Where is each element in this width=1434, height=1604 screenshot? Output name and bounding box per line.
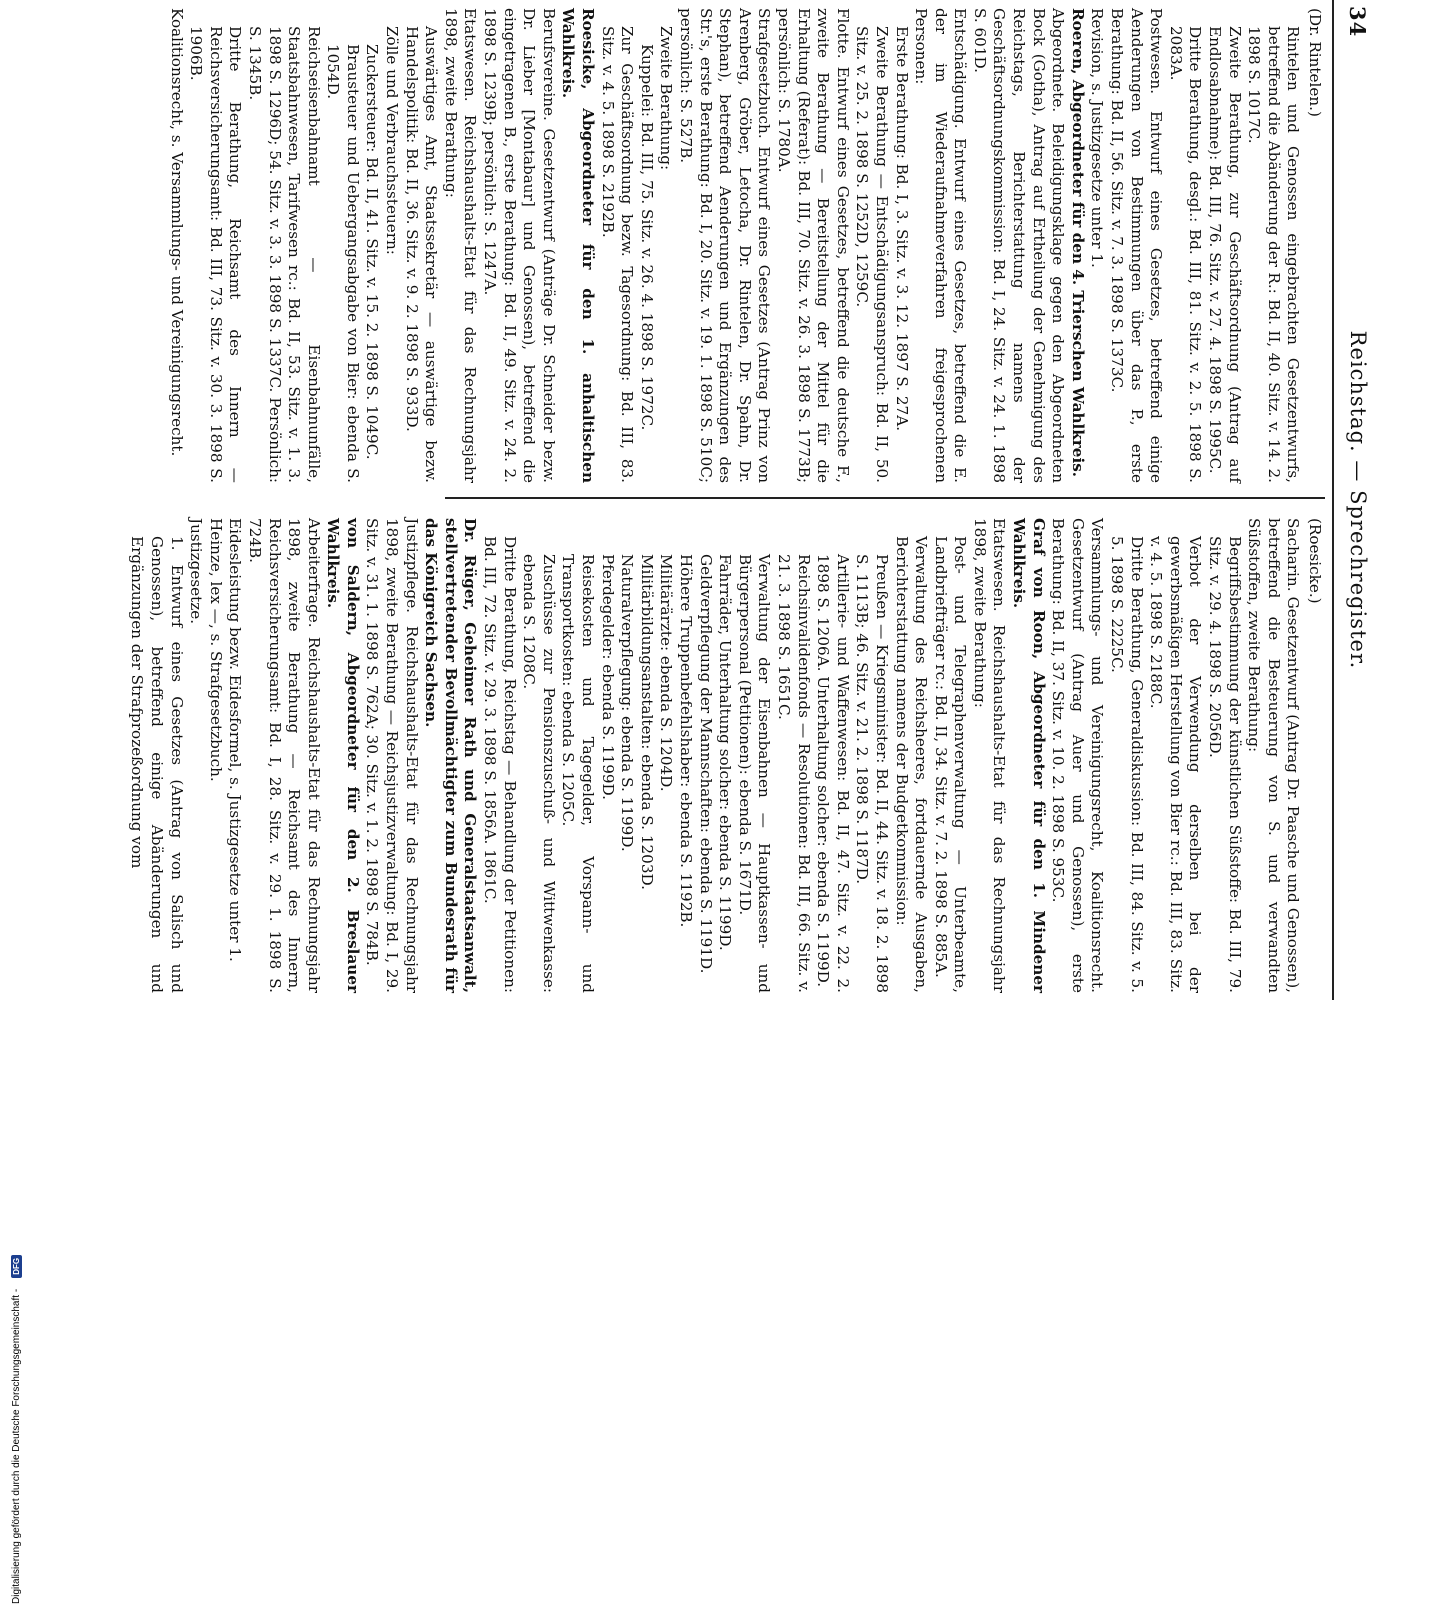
register-entry: Rintelen und Genossen eingebrachten Gesetzentwurfs, betreffend die Abänderung der R.: Bd. II, 40. Sitz. v. 14. 2. 1898 S. 1017C.: [1245, 26, 1303, 483]
page-number: 34: [1345, 6, 1370, 38]
register-entry: Koalitionsrecht, s. Versammlungs- und Vereinigungsrecht.: [167, 8, 186, 457]
register-entry: Verwaltung der Eisenbahnen — Hauptkassen- und Bürgerpersonal (Petitionen): ebenda S. 1671D.: [735, 554, 774, 993]
column-divider: [445, 497, 1325, 499]
register-entry: Geldverpflegung der Mannschaften: ebenda S. 1191D.: [696, 554, 715, 974]
register-entry: Militärbildungsanstalten: ebenda S. 1203D.: [637, 554, 656, 890]
register-entry: Auswärtiges Amt, Staatssekretär — auswärtige bezw. Handelspolitik: Bd. II, 36. Sitz. v. 9. 2. 1898 S. 933D.: [402, 26, 441, 483]
speaker-heading: Graf von Roon, Abgeordneter für den 1. Mindener Wahlkreis.: [1010, 518, 1048, 993]
register-entry: Etatswesen. Reichshaushalts-Etat für das Rechnungsjahr 1898, zweite Berathung:: [441, 8, 480, 483]
register-entry: Zuckersteuer: Bd. II, 41. Sitz. v. 15. 2. 1898 S. 1049C.: [363, 44, 382, 460]
register-entry: Versammlungs- und Vereinigungsrecht, Koalitionsrecht. Gesetzentwurf (Antrag Auer und Genossen), erste Berathung: Bd. II, 37. Sitz. v. 10. 2. 1898 S. 953C.: [1049, 518, 1107, 993]
register-entry: Justizpflege. Reichshaushalts-Etat für das Rechnungsjahr 1898, zweite Berathung — Reichsjustizverwaltung: Bd. I, 29. Sitz. v. 31. 1. 1898 S. 762A; 30. Sitz. v. 1. 2. 1898 S. 784B.: [363, 518, 421, 993]
register-entry: Zölle und Verbrauchssteuern:: [383, 26, 402, 255]
register-entry: Dritte Berathung, Reichsamt des Innern — Reichsversicherungsamt: Bd. III, 73. Sitz. v. 30. 3. 1898 S. 1906B.: [187, 26, 245, 483]
column-context-head: (Roesicke.): [1306, 518, 1324, 604]
register-entry: Reichsinvalidenfonds — Resolutionen: Bd. III, 66. Sitz. v. 21. 3. 1898 S. 1651C.: [774, 554, 813, 993]
register-entry: Postwesen. Entwurf eines Gesetzes, betreffend einige Aenderungen von Bestimmungen über das P., erste Berathung: Bd. II, 56. Sitz. v. 7. 3. 1898 S. 1373C.: [1108, 8, 1166, 483]
register-entry: Kuppelei: Bd. III, 75. Sitz. v. 26. 4. 1898 S. 1972C.: [637, 44, 656, 431]
register-entry: Post- und Telegraphenverwaltung — Unterbeamte, Landbriefträger rc.: Bd. II, 34. Sitz. v. 7. 2. 1898 S. 885A.: [931, 536, 970, 993]
register-entry: 1. Entwurf eines Gesetzes (Antrag von Salisch und Genossen), betreffend einige Abänderungen und Ergänzungen der Strafprozeßordnung vom: [128, 536, 186, 993]
register-entry: Heinze, lex —, s. Strafgesetzbuch.: [206, 518, 225, 782]
register-entry: Dritte Berathung, Reichstag — Behandlung der Petitionen: Bd. III, 72. Sitz. v. 29. 3. 1898 S. 1856A. 1861C.: [481, 536, 519, 993]
funding-footer: [4, 604, 20, 1604]
register-entry: Reichseisenbahnamt — Eisenbahnunfälle, Staatsbahnwesen, Tarifwesen rc.: Bd. II, 53. Sitz. v. 1. 3. 1898 S. 1296D; 54. Sitz. v. 3. 3. 1898 S. 1337C. Persönlich: S. 1345B.: [245, 26, 323, 483]
register-entry: Militärärzte: ebenda S. 1204D.: [657, 554, 676, 792]
register-entry: Zweite Berathung — Entschädigungsanspruch: Bd. II, 50. Sitz. v. 25. 2. 1898 S. 1252D, 1259C.: [853, 26, 891, 483]
register-entry: Pferdegelder: ebenda S. 1199D.: [598, 554, 617, 800]
register-entry: Zweite Berathung:: [657, 26, 676, 171]
register-entry: Entschädigung. Entwurf eines Gesetzes, betreffend die E. der im Wiederaufnahmeverfahren freigesprochenen Personen:: [912, 8, 970, 483]
speaker-heading: Roesicke, Abgeordneter für den 1. anhaltischen Wahlkreis.: [559, 8, 598, 483]
funding-note: Digitalisierung gefördert durch die Deutsche Forschungsgemeinschaft -: [11, 1288, 22, 1604]
register-entry: Justizgesetze.: [187, 518, 206, 625]
register-entry: Artillerie- und Waffenwesen: Bd. II, 47. Sitz. v. 22. 2. 1898 S. 1206A. Unterhaltung solcher: ebenda S. 1199D.: [814, 554, 852, 993]
register-entry: Naturalverpflegung: ebenda S. 1199D.: [618, 554, 637, 852]
register-entry: Dritte Berathung, Generaldiskussion: Bd. III, 84. Sitz. v. 5. 5. 1898 S. 2225C.: [1108, 536, 1146, 993]
register-entry: Sacharin. Gesetzentwurf (Antrag Dr. Paasche und Genossen), betreffend die Besteuerung von S. und verwandten Süßstoffen, zweite Berathung:: [1245, 518, 1303, 993]
register-entry: Zur Geschäftsordnung bezw. Tagesordnung: Bd. III, 83. Sitz. v. 4. 5. 1898 S. 2192B.: [598, 26, 637, 483]
register-entry: Preußen — Kriegsminister: Bd. II, 44. Sitz. v. 18. 2. 1898 S. 1113B; 46. Sitz. v. 21. 2. 1898 S. 1187D.: [853, 554, 891, 993]
register-entry: Reisekosten und Tagegelder, Vorspann- und Transportkosten: ebenda S. 1205C.: [559, 554, 598, 993]
register-entry: Erste Berathung: Bd. I, 3. Sitz. v. 3. 12. 1897 S. 27A.: [892, 26, 911, 432]
register-entry: Berufsvereine. Gesetzentwurf (Anträge Dr. Schneider bezw. Dr. Lieber [Montabaur] und Genossen), betreffend die eingetragenen B., erste Berathung: Bd. II, 49. Sitz. v. 24. 2. 1898 S. 1239B; persönlich: S. 1247A.: [481, 8, 558, 483]
speaker-heading: Dr. Rüger, Geheimer Rath und Generalstaatsanwalt, stellvertretender Bevollmächtigter zum Bundesrath für das Königreich Sachsen.: [422, 518, 480, 993]
column-context-head: (Dr. Rintelen.): [1306, 8, 1324, 117]
register-entry: Begriffsbestimmung der künstlichen Süßstoffe: Bd. III, 79. Sitz. v. 29. 4. 1898 S. 2056D.: [1206, 536, 1244, 993]
register-entry: Eidesleistung bezw. Eidesformel, s. Justizgesetze unter 1.: [226, 518, 245, 962]
register-entry: Brausteuer und Uebergangsabgabe von Bier: ebenda S. 1054D.: [324, 44, 362, 483]
register-entry: Revision, s. Justizgesetze unter 1.: [1088, 8, 1107, 268]
register-entry: Zweite Berathung, zur Geschäftsordnung (Antrag auf Endlosabnahme): Bd. III, 76. Sitz. v. 27. 4. 1898 S. 1995C.: [1206, 26, 1244, 483]
register-entry: Flotte. Entwurf eines Gesetzes, betreffend die deutsche F., zweite Berathung — Bereitstellung der Mittel für die Erhaltung (Referat): Bd. III, 70. Sitz. v. 26. 3. 1898 S. 1773B; persönlich: S. 1780A.: [774, 8, 852, 483]
register-entry: Höhere Truppenbefehlshaber: ebenda S. 1192B.: [677, 554, 695, 928]
page-title: Reichstag. — Sprechregister.: [1346, 330, 1370, 670]
speaker-heading: Roeren, Abgeordneter für den 4. Trierschen Wahlkreis.: [1068, 8, 1087, 478]
page-header: [1336, 0, 1370, 1000]
dfg-logo: DFG: [11, 1255, 22, 1278]
register-entry: Verbot der Verwendung derselben bei der gewerbsmäßigen Herstellung von Bier rc.: Bd. III, 83. Sitz. v. 4. 5. 1898 S. 2188C.: [1147, 536, 1205, 993]
register-entry: Abgeordnete. Beleidigungsklage gegen den Abgeordneten Bock (Gotha), Antrag auf Ertheilung der Genehmigung des Reichstags, Berichterstattung namens der Geschäftsordnungskommission: Bd. I, 24. Sitz. v. 24. 1. 1898 S. 601D.: [970, 8, 1068, 483]
register-entry: Fahrräder, Unterhaltung solcher: ebenda S. 1199D.: [716, 554, 735, 951]
register-entry: Strafgesetzbuch. Entwurf eines Gesetzes (Antrag Prinz von Arenberg, Gröber, Letocha, Dr. Rintelen, Dr. Spahn, Dr. Stephan), betreffend Aenderungen und Ergänzungen des Str.'s, erste Berathung: Bd. I, 20. Sitz. v. 19. 1. 1898 S. 510C; persönlich: S. 527B.: [677, 8, 774, 483]
register-entry: Arbeiterfrage. Reichshaushalts-Etat für das Rechnungsjahr 1898, zweite Berathung — Reichsamt des Innern, Reichsversicherungsamt: Bd. I, 28. Sitz. v. 29. 1. 1898 S. 724B.: [245, 518, 323, 993]
header-rule: [1332, 0, 1334, 1000]
left-column: [166, 8, 1324, 483]
register-entry: Verwaltung des Reichsheeres, fortdauernde Ausgaben, Berichterstattung namens der Budgetkommission:: [892, 536, 931, 993]
register-entry: Zuschüsse zur Pensionszuschuß- und Wittwenkasse: ebenda S. 1208C.: [520, 554, 558, 993]
right-column: [127, 518, 1324, 993]
speaker-heading: von Saldern, Abgeordneter für den 2. Breslauer Wahlkreis.: [324, 518, 362, 993]
register-entry: Dritte Berathung, desgl.: Bd. III, 81. Sitz. v. 2. 5. 1898 S. 2083A.: [1166, 26, 1205, 483]
register-entry: Etatswesen. Reichshaushalts-Etat für das Rechnungsjahr 1898, zweite Berathung:: [970, 518, 1009, 993]
